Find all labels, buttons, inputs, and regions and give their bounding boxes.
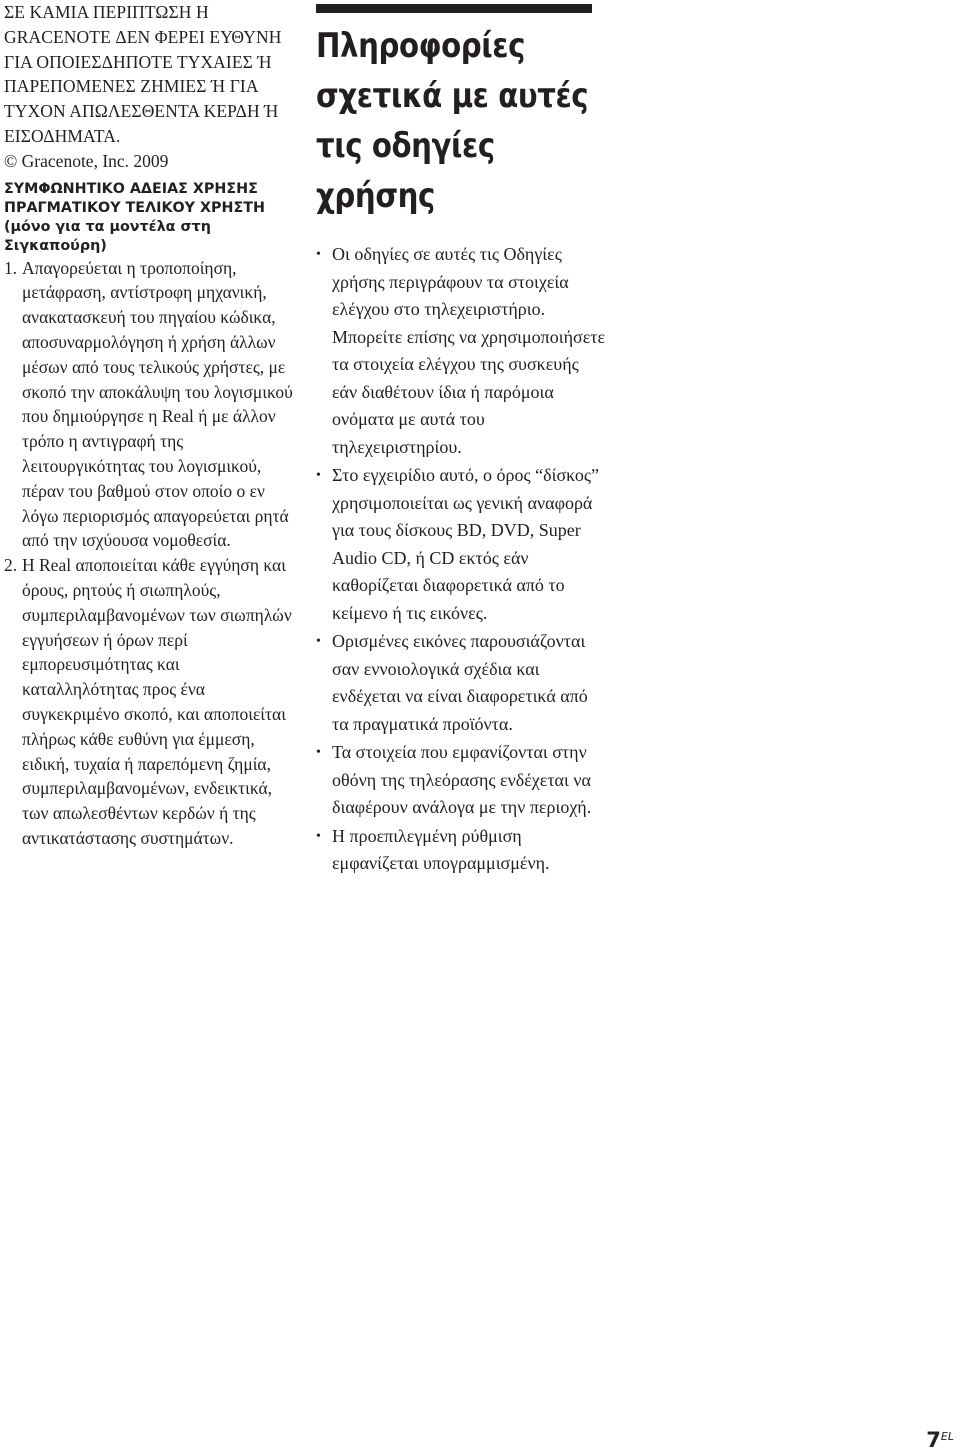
license-item-2 <box>4 553 296 851</box>
copyright-notice: © Gracenote, Inc. 2009 <box>4 150 169 171</box>
right-column <box>316 0 608 879</box>
section-title: Πληροφορίες σχετικά με αυτές τις οδηγίες χρήσης <box>316 26 589 216</box>
bullet-text: Τα στοιχεία που εμφανίζονται στην οθόνη της τηλεόρασης ενδέχεται να διαφέρουν ανάλογα με την περιοχή. <box>332 742 592 817</box>
bullet-icon: • <box>316 828 321 844</box>
item-text: Απαγορεύεται η τροποποίηση, μετάφραση, αντίστροφη μηχανική, ανακατασκευή του πηγαίου κώδικα, αποσυναρμολόγηση ή χρήση άλλων μέσων από τους τελικούς χρήστες, με σκοπό την αποκάλυψη του λογισμικού που δημιούργησε η Real ή με άλλον τρόπο η αντιγραφή της λειτουργικότητας του λογισμικού, πέραν του βαθμού στον οποίο ο εν λόγω περιορισμός απαγορεύεται ρητά από την ισχύουσα νομοθεσία. <box>22 257 293 551</box>
language-code: EL <box>940 1430 954 1443</box>
bullet-list <box>316 241 608 878</box>
bullet-item <box>316 823 608 878</box>
bullet-text: Στο εγχειρίδιο αυτό, ο όρος “δίσκος” χρησιμοποιείται ως γενική αναφορά για τους δίσκους BD, DVD, Super Audio CD, ή CD εκτός εάν καθορίζεται διαφορετικά από το κείμενο ή τις εικόνες. <box>332 465 599 623</box>
bullet-item <box>316 241 608 461</box>
heading-rule <box>316 4 592 13</box>
gracenote-disclaimer: ΣΕ ΚΑΜΙΑ ΠΕΡΙΠΤΩΣΗ Η GRACENOTE ΔΕΝ ΦΕΡΕΙ ΕΥΘΥΝΗ ΓΙΑ ΟΠΟΙΕΣΔΗΠΟΤΕ ΤΥΧΑΙΕΣ Ή ΠΑΡΕΠΟΜΕΝΕΣ ΖΗΜΙΕΣ Ή ΓΙΑ ΤΥΧΟΝ ΑΠΩΛΕΣΘΕΝΤΑ ΚΕΡΔΗ Ή ΕΙΣΟΔΗΜΑΤΑ. <box>4 2 282 146</box>
bullet-icon: • <box>316 634 321 649</box>
license-item-1 <box>4 256 296 554</box>
left-column <box>4 0 296 851</box>
page-number <box>926 1428 954 1452</box>
bullet-text: Ορισμένες εικόνες παρουσιάζονται σαν εννοιολογικά σχέδια και ενδέχεται να είναι διαφορετικά από τα πραγματικά προϊόντα. <box>332 631 588 734</box>
bullet-item <box>316 739 608 822</box>
bullet-icon: • <box>316 468 321 483</box>
bullet-item <box>316 628 608 738</box>
bullet-text: Οι οδηγίες σε αυτές τις Οδηγίες χρήσης περιγράφουν τα στοιχεία ελέγχου στο τηλεχειριστήριο. Μπορείτε επίσης να χρησιμοποιήσετε τα στοιχεία ελέγχου της συσκευής εάν διαθέτουν ίδια ή παρόμοια ονόματα με αυτά του τηλεχειριστηρίου. <box>332 244 606 457</box>
bullet-icon: • <box>316 745 321 760</box>
page-number-value: 7 <box>926 1428 941 1452</box>
item-text: Η Real αποποιείται κάθε εγγύηση και όρους, ρητούς ή σιωπηλούς, συμπεριλαμβανομένων των σιωπηλών εγγυήσεων ή όρων περί εμπορευσιμότητας και καταλληλότητας προς ένα συγκεκριμένο σκοπό, και αποποιείται πλήρως κάθε ευθύνη για έμμεση, ειδική, τυχαία ή παρεπόμενη ζημία, συμπεριλαμβανομένων, ενδεικτικά, των απωλεσθέντων κερδών ή της αντικατάστασης συστημάτων. <box>22 555 292 848</box>
bullet-text: Η προεπιλεγμένη ρύθμιση εμφανίζεται υπογραμμισμένη. <box>332 825 550 873</box>
item-number: 1. <box>4 257 18 278</box>
bullet-item <box>316 462 608 627</box>
bullet-icon: • <box>316 247 321 262</box>
license-heading: ΣΥΜΦΩΝΗΤΙΚΟ ΑΔΕΙΑΣ ΧΡΗΣΗΣ ΠΡΑΓΜΑΤΙΚΟΥ ΤΕΛΙΚΟΥ ΧΡΗΣΤΗ (μόνο για τα μοντέλα στη Σιγκαπούρη) <box>4 180 265 254</box>
item-number: 2. <box>4 555 18 576</box>
